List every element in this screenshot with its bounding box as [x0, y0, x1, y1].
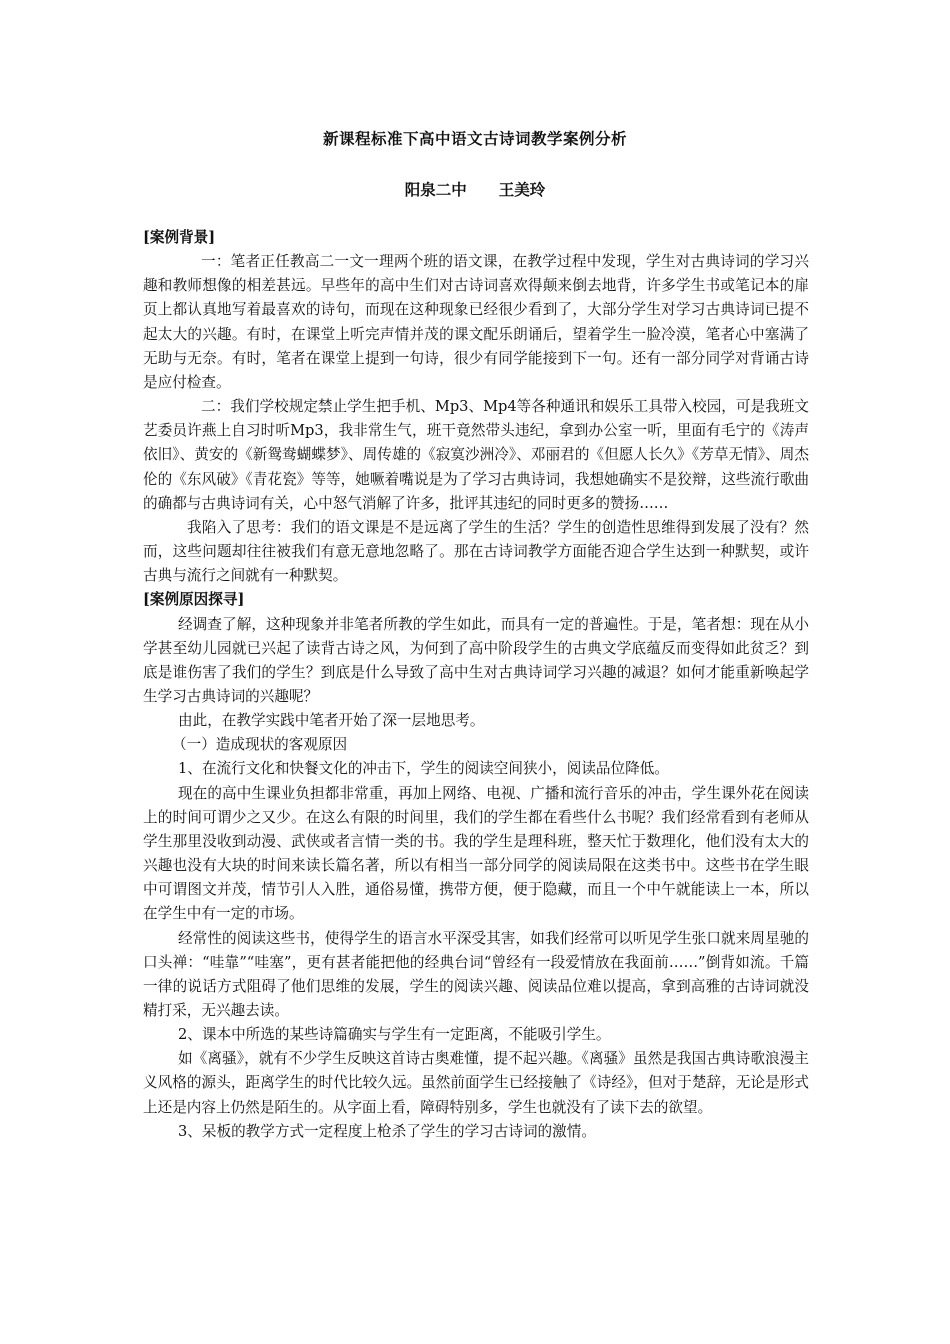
- section-heading-reasons: [案例原因探寻]: [143, 591, 245, 609]
- paragraph: 现在的高中生课业负担都非常重，再加上网络、电视、广播和流行音乐的冲击，学生课外花在阅读上的时间可谓少之又少。在这么有限的时间里，我们的学生都在看些什么书呢？我们经常看到有老师从学生那里没收到动漫、武侠或者言情一类的书。我的学生是理科班，整天忙于数理化，他们没有太大的兴趣也没有大块的时间来读长篇名著，所以有相当一部分同学的阅读局限在这类书中。这些书在学生眼中可谓图文并茂，情节引人入胜，通俗易懂，携带方便，便于隐藏，而且一个中午就能读上一本，所以在学生中有一定的市场。: [143, 784, 809, 923]
- author-name: 王美玲: [498, 180, 546, 199]
- paragraph: 二：我们学校规定禁止学生把手机、Mp3、Mp4等各种通讯和娱乐工具带入校园，可是我班文艺委员许燕上自习时听Mp3，我非常生气，班干竟然带头违纪，拿到办公室一听，里面有毛宁的《涛声依旧》、黄安的《新鸳鸯蝴蝶梦》、周传雄的《寂寞沙洲冷》、邓丽君的《但愿人长久》《芳草无情》、周杰伦的《东风破》《青花瓷》等等，她噘着嘴说是为了学习古典诗词，我想她确实不是狡辩，这些流行歌曲的确都与古典诗词有关，心中怒气消解了许多，批评其违纪的同时更多的赞扬……: [143, 398, 809, 512]
- author-line: [0, 178, 950, 200]
- paragraph: 由此，在教学实践中笔者开始了深一层地思考。: [178, 712, 485, 730]
- school-name: 阳泉二中: [404, 180, 467, 199]
- document-title: 新课程标准下高中语文古诗词教学案例分析: [322, 129, 627, 148]
- section-heading-background: [案例背景]: [143, 229, 216, 246]
- paragraph: 经调查了解，这种现象并非笔者所教的学生如此，而具有一定的普遍性。于是，笔者想：现在从小学甚至幼儿园就已兴起了读背古诗之风，为何到了高中阶段学生的古典文学底蕴反而变得如此贫乏？到底是谁伤害了我们的学生？到底是什么导致了高中生对古典诗词学习兴趣的减退？如何才能重新唤起学生学习古典诗词的兴趣呢？: [143, 615, 809, 705]
- paragraph: 2、课本中所选的某些诗篇确实与学生有一定距离，不能吸引学生。: [178, 1026, 611, 1044]
- paragraph: 3、呆板的教学方式一定程度上枪杀了学生的学习古诗词的激情。: [178, 1122, 596, 1140]
- document-body: [143, 226, 809, 1144]
- paragraph: 我陷入了思考：我们的语文课是不是远离了学生的生活？学生的创造性思维得到发展了没有？然而，这些问题却往往被我们有意无意地忽略了。那在古诗词教学方面能否迎合学生达到一种默契，或许古典与流行之间就有一种默契。: [143, 518, 809, 585]
- paragraph: 1、在流行文化和快餐文化的冲击下，学生的阅读空间狭小，阅读品位降低。: [178, 760, 669, 778]
- subheading: （一）造成现状的客观原因: [172, 736, 348, 754]
- paragraph: 一：笔者正任教高二一文一理两个班的语文课，在教学过程中发现，学生对古典诗词的学习兴趣和教师想像的相差甚远。早些年的高中生们对古诗词喜欢得颠来倒去地背，许多学生书或笔记本的扉页上都认真地写着最喜欢的诗句，而现在这种现象已经很少看到了，大部分学生对学习古典诗词已提不起太大的兴趣。有时，在课堂上听完声情并茂的课文配乐朗诵后，望着学生一脸冷漠，笔者心中塞满了无助与无奈。有时，笔者在课堂上提到一句诗，很少有同学能接到下一句。还有一部分同学对背诵古诗是应付检查。: [143, 253, 809, 391]
- paragraph: 如《离骚》，就有不少学生反映这首诗古奥难懂，提不起兴趣。《离骚》虽然是我国古典诗歌浪漫主义风格的源头，距离学生的时代比较久远。虽然前面学生已经接触了《诗经》，但对于楚辞，无论是形式上还是内容上仍然是陌生的。从字面上看，障碍特别多，学生也就没有了读下去的欲望。: [143, 1050, 809, 1116]
- paragraph: 经常性的阅读这些书，使得学生的语言水平深受其害，如我们经常可以听见学生张口就来周星驰的口头禅：“哇靠”“哇塞”，更有甚者能把他的经典台词“曾经有一段爱情放在我面前……”倒背如流。千篇一律的说话方式阻碍了他们思维的发展，学生的阅读兴趣、阅读品位难以提高，拿到高雅的古诗词就没精打采，无兴趣去读。: [143, 929, 809, 1019]
